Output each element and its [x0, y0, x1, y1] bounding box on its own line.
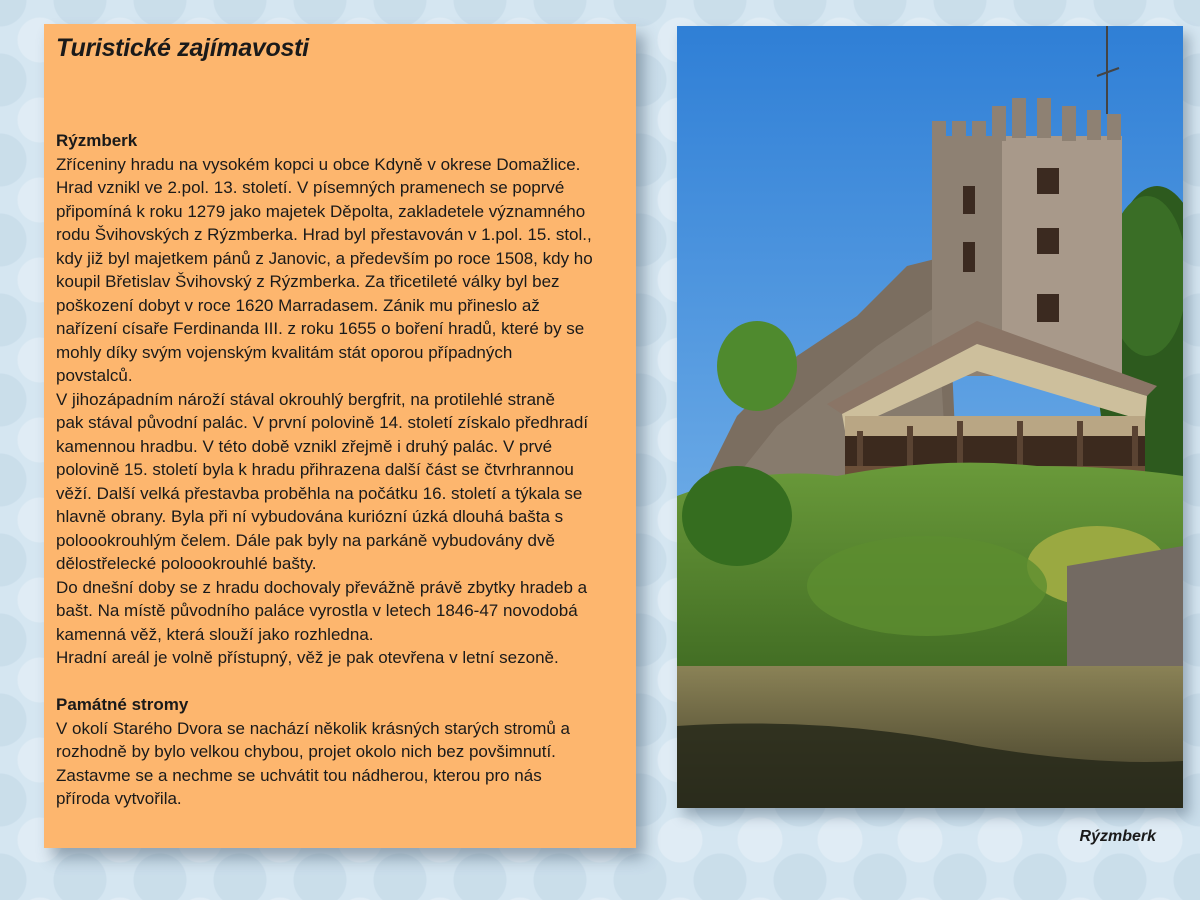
section-heading-ryzmberk: Rýzmberk: [56, 131, 138, 150]
castle-photo: [677, 26, 1183, 808]
paragraph: Hradní areál je volně přístupný, věž je pak otevřena v letní sezoně.: [56, 648, 559, 667]
panel-title: Turistické zajímavosti: [56, 34, 309, 62]
section-heading-pamatne-stromy: Památné stromy: [56, 695, 189, 714]
section-gap: [56, 670, 624, 694]
paragraph: Zříceniny hradu na vysokém kopci u obce Kdyně v okrese Domažlice. Hrad vznikl ve 2.pol. 13. století. V písemných pramenech se poprvé připomíná k roku 1279 jako majetek Děpolta, zakladetele významného rodu Švihovských z Rýzmberka. Hrad byl přestavován v 1.pol. 15. stol., kdy již byl majetkem pánů z Janovic, a především po roce 1508, kdy ho koupil Břetislav Švihovský z Rýzmberka. Za třicetileté války byl bez poškození dobyt v roce 1620 Marradasem. Zánik mu přineslo až nařízení císaře Ferdinanda III. z roku 1655 o boření hradů, které by se mohly díky svým vojenským kvalitám stát oporou případných povstalců.: [56, 154, 593, 385]
section-ryzmberk: [56, 129, 624, 670]
photo-caption: Rýzmberk: [1079, 828, 1156, 845]
paragraph: V okolí Starého Dvora se nachází několik krásných starých stromů a rozhodně by bylo velkou chybou, projet okolo nich bez povšimnutí. Zastavme se a nechme se uchvátit tou nádherou, kterou pro nás příroda vytvořila.: [56, 718, 571, 808]
text-panel: [44, 24, 636, 848]
paragraph: Do dnešní doby se z hradu dochovaly převážně právě zbytky hradeb a bašt. Na místě původního paláce vyrostla v letech 1846-47 novodobá kamenná věž, která slouží jako rozhledna.: [56, 577, 588, 644]
section-pamatne-stromy: [56, 693, 624, 811]
paragraph: V jihozápadním nároží stával okrouhlý bergfrit, na protilehlé straně pak stával původní palác. V první polovině 14. století získalo předhradí kamennou hradbu. V této době vznikl zřejmě i druhý palác. V prvé polovině 15. století byla k hradu přihrazena další část se čtvrhrannou věží. Další velká přestavba proběhla na počátku 16. století a týkala se hlavně obrany. Byla při ní vybudována kuriózní úzká dlouhá bašta s poloookrouhlým čelem. Dále pak byly na parkáně vybudovány dvě dělostřelecké poloookrouhlé bašty.: [56, 389, 589, 573]
